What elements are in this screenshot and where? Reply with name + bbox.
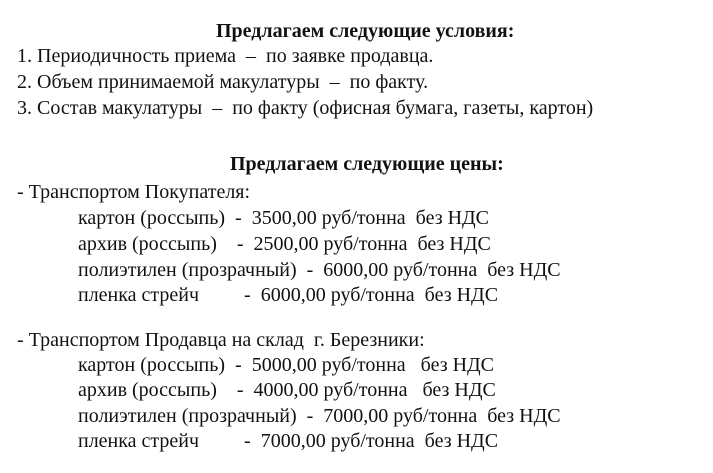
seller-price-cardboard: картон (россыпь) - 5000,00 руб/тонна без НДС [78,354,495,376]
seller-transport-label: - Транспортом Продавца на склад г. Березники: [17,329,425,351]
seller-price-stretch-film: пленка стрейч - 7000,00 руб/тонна без НДС [78,430,499,452]
seller-price-archive: архив (россыпь) - 4000,00 руб/тонна без НДС [78,379,496,401]
condition-item-1: 1. Периодичность приема – по заявке продавца. [17,45,434,67]
buyer-price-stretch-film: пленка стрейч - 6000,00 руб/тонна без НДС [78,284,499,306]
buyer-transport-label: - Транспортом Покупателя: [17,181,251,203]
buyer-price-cardboard: картон (россыпь) - 3500,00 руб/тонна без НДС [78,207,490,229]
buyer-price-archive: архив (россыпь) - 2500,00 руб/тонна без НДС [78,233,491,255]
seller-price-polyethylene: полиэтилен (прозрачный) - 7000,00 руб/тонна без НДС [78,405,561,427]
prices-heading: Предлагаем следующие цены: [230,153,504,175]
condition-item-2: 2. Объем принимаемой макулатуры – по факту. [17,71,429,93]
conditions-heading: Предлагаем следующие условия: [216,20,515,42]
buyer-price-polyethylene: полиэтилен (прозрачный) - 6000,00 руб/тонна без НДС [78,259,561,281]
condition-item-3: 3. Состав макулатуры – по факту (офисная бумага, газеты, картон) [17,97,594,119]
